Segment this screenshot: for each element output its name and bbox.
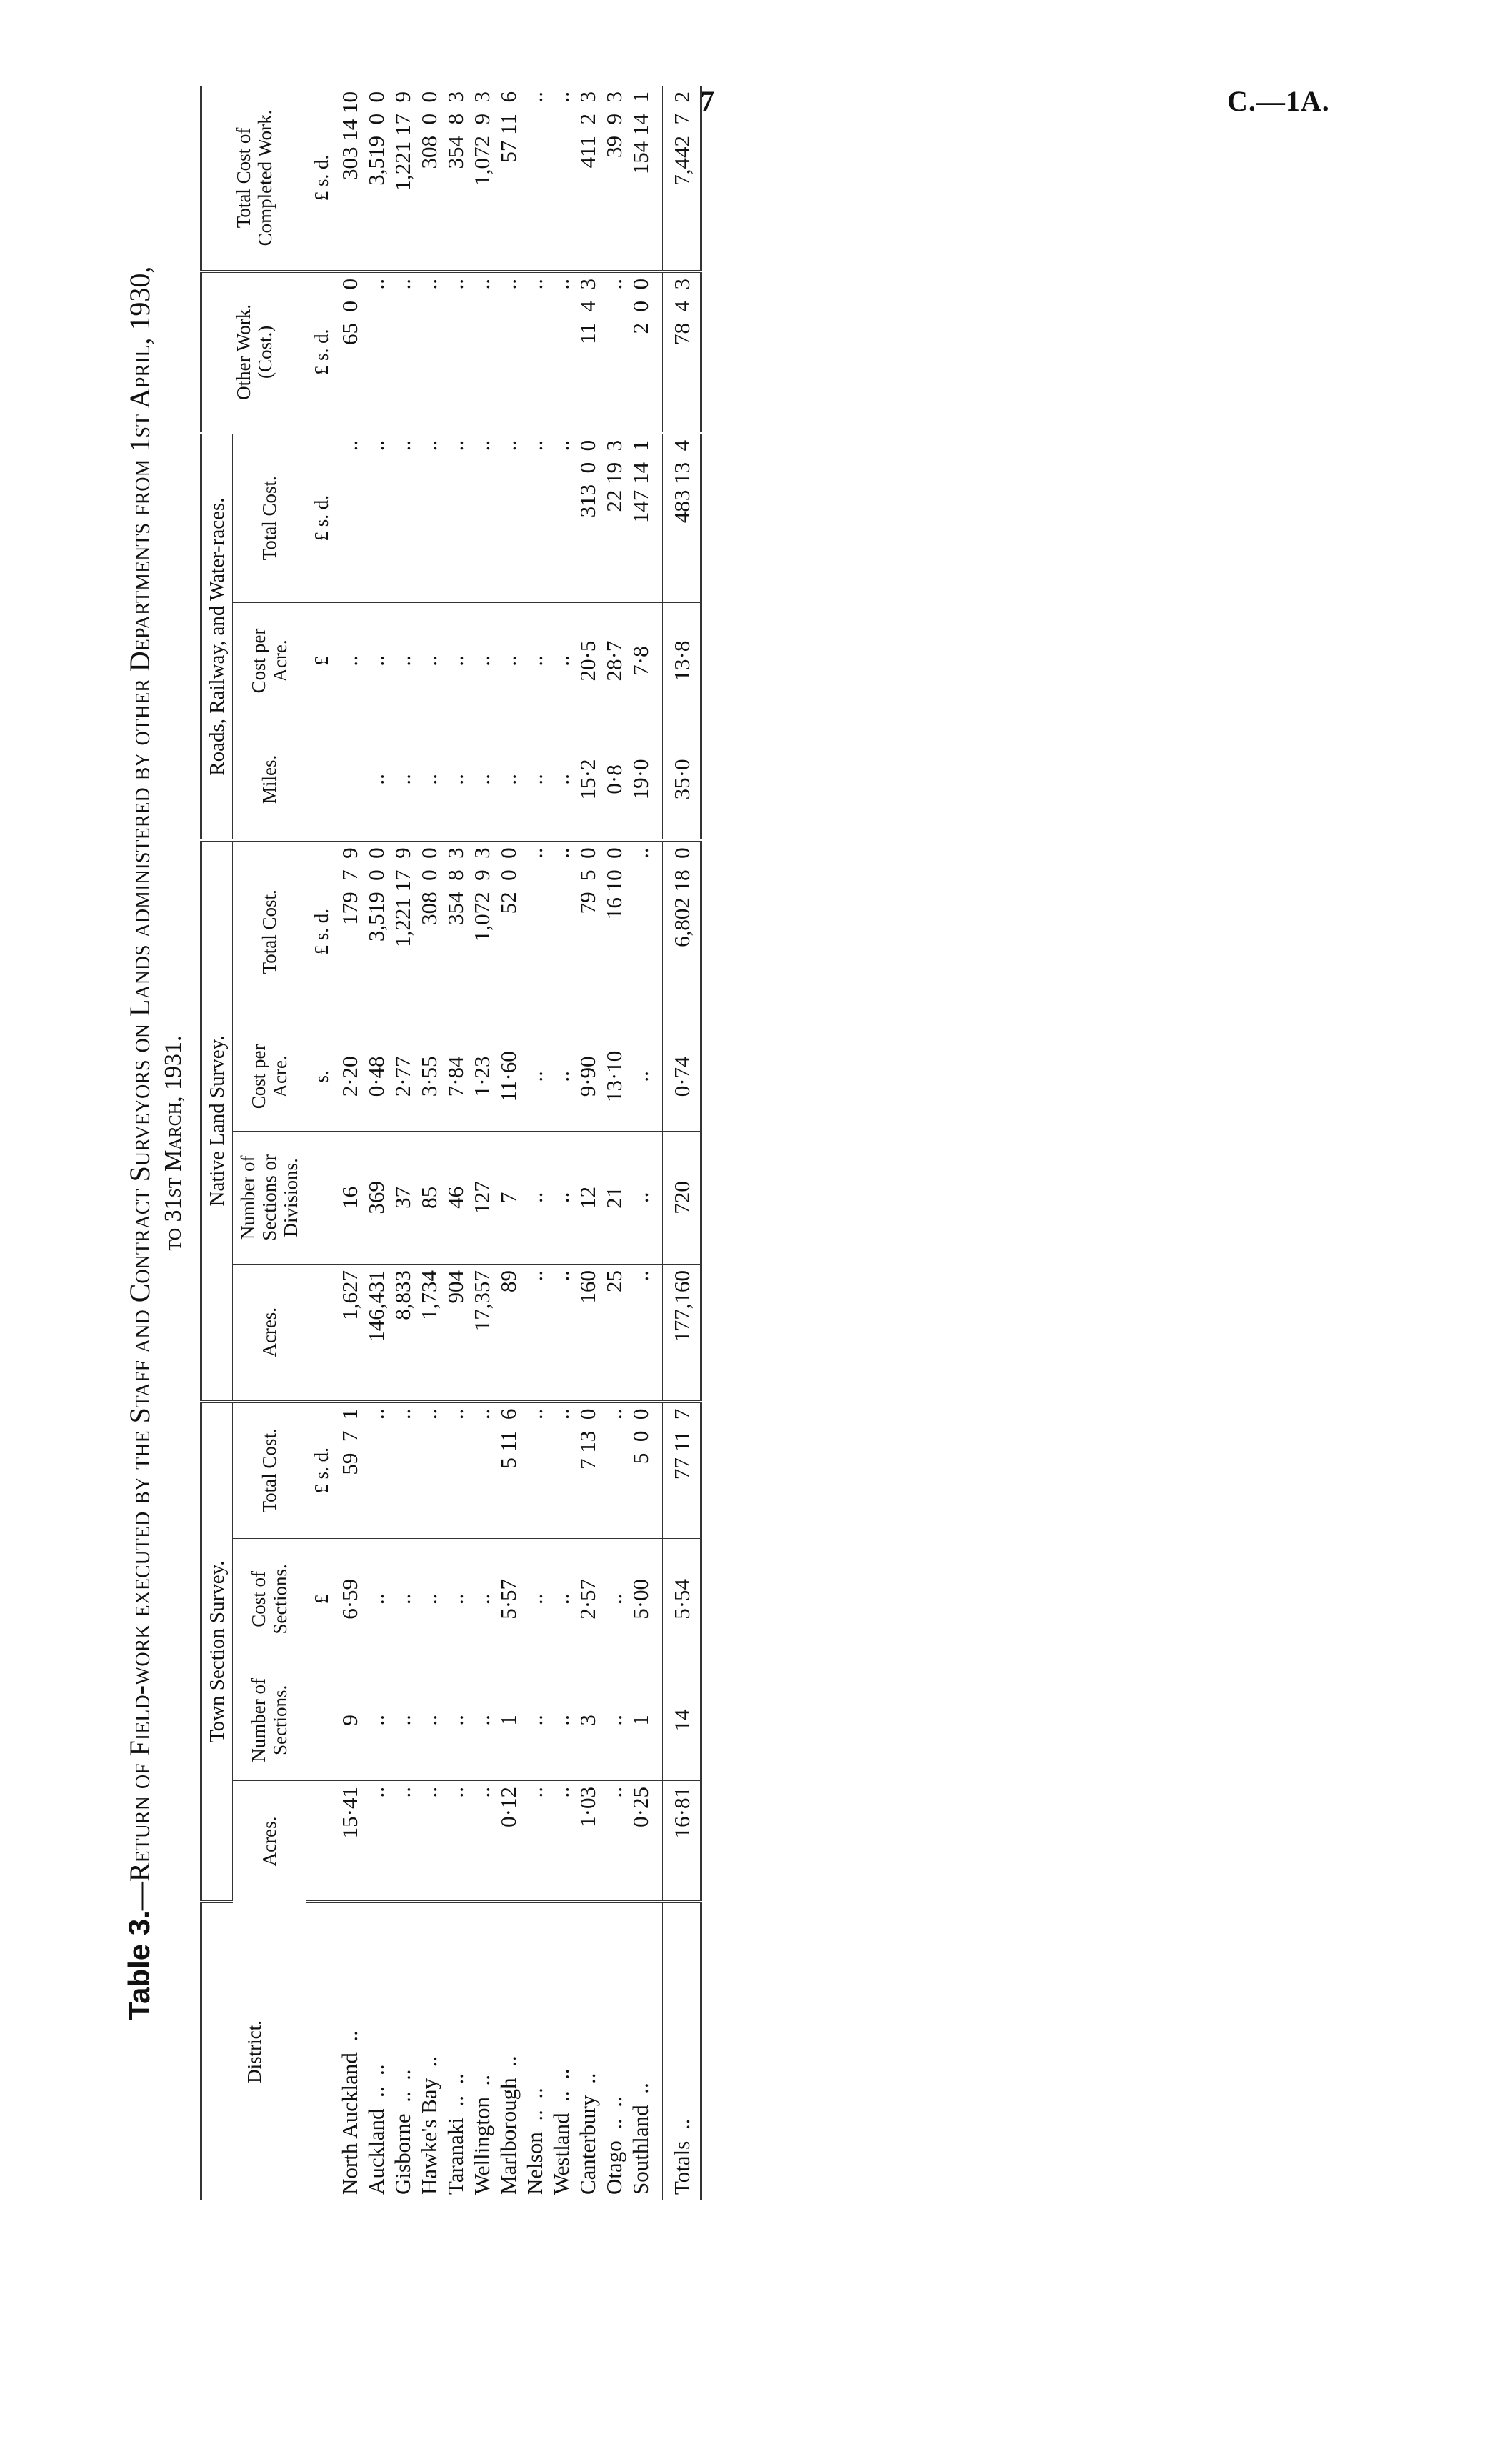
totals-row <box>663 86 701 2200</box>
cell-other: .. <box>601 271 627 433</box>
district-name: Nelson <box>522 2132 547 2195</box>
cell-t-acres: .. <box>416 1781 442 1902</box>
cell-t-cost: 5·57 <box>495 1539 521 1660</box>
cell-n-num: 127 <box>469 1131 495 1264</box>
cell-t-num: 1 <box>627 1660 654 1780</box>
page-reference: C.—1A. <box>1227 85 1330 117</box>
cell-t-num: .. <box>363 1660 389 1780</box>
table-row <box>627 86 654 2200</box>
cell-other: .. <box>389 271 416 433</box>
header-town-cost-sections: Cost of Sections. <box>233 1539 306 1660</box>
cell-t-total: .. <box>469 1402 495 1539</box>
district-cell <box>663 1902 701 2200</box>
page-number: 7 <box>700 85 714 117</box>
cell-r-cpa: .. <box>389 602 416 719</box>
cell-r-cpa: .. <box>336 602 363 719</box>
header-town-section-survey: Town Section Survey. <box>201 1402 233 1902</box>
cell-r-total: 22 19 3 <box>601 433 627 602</box>
table-title <box>121 71 189 2215</box>
cell-t-total: 7 13 0 <box>574 1402 601 1539</box>
cell-total: .. <box>548 86 574 271</box>
cell-r-miles: .. <box>495 719 521 840</box>
district-cell <box>363 1902 389 2200</box>
cell-r-total: .. <box>495 433 521 602</box>
cell-n-cpa: 3·55 <box>416 1022 442 1132</box>
cell-r-cpa: 20·5 <box>574 602 601 719</box>
leader-dots: .. <box>469 2075 494 2097</box>
cell-n-acres: 160 <box>574 1265 601 1402</box>
table-title-text: —Return of Field-work executed by the Staff and Contract Surveyors on Lands administered by other Departments from 1st April, 1930, <box>124 266 156 1911</box>
cell-t-total: 59 7 1 <box>336 1402 363 1539</box>
cell-other: 65 0 0 <box>336 271 363 433</box>
leader-dots: .. .. <box>549 2068 574 2113</box>
cell-r-miles: .. <box>469 719 495 840</box>
cell-n-num: .. <box>548 1131 574 1264</box>
header-town-number: Number of Sections. <box>233 1660 306 1780</box>
cell-n-cpa: .. <box>548 1022 574 1132</box>
cell-n-num: 37 <box>389 1131 416 1264</box>
cell-t-total: .. <box>363 1402 389 1539</box>
header-town-total: Total Cost. <box>233 1402 306 1539</box>
cell-n-total: 52 0 0 <box>495 840 521 1022</box>
unit-other: £ s. d. <box>306 271 337 433</box>
cell-other: .. <box>495 271 521 433</box>
cell-t-num: 14 <box>663 1660 701 1780</box>
district-name: Wellington <box>469 2097 494 2195</box>
cell-n-cpa: .. <box>521 1022 548 1132</box>
leader-dots: .. <box>628 2083 653 2105</box>
district-name: Gisborne <box>390 2113 415 2195</box>
cell-r-cpa: 28·7 <box>601 602 627 719</box>
cell-t-cost: .. <box>416 1539 442 1660</box>
cell-n-cpa: .. <box>627 1022 654 1132</box>
cell-r-miles: .. <box>442 719 469 840</box>
cell-total: 303 14 10 <box>336 86 363 271</box>
cell-n-cpa: 1·23 <box>469 1022 495 1132</box>
cell-n-cpa: 2·20 <box>336 1022 363 1132</box>
cell-t-num: .. <box>442 1660 469 1780</box>
cell-total: 39 9 3 <box>601 86 627 271</box>
cell-total: 3,519 0 0 <box>363 86 389 271</box>
cell-other: .. <box>416 271 442 433</box>
cell-n-total: 354 8 3 <box>442 840 469 1022</box>
table-row <box>442 86 469 2200</box>
cell-t-num: .. <box>416 1660 442 1780</box>
cell-n-total: 3,519 0 0 <box>363 840 389 1022</box>
cell-r-cpa: .. <box>363 602 389 719</box>
header-native-acres: Acres. <box>233 1265 306 1402</box>
leader-dots: .. <box>669 2118 694 2141</box>
unit-town-cost: £ <box>306 1539 337 1660</box>
cell-r-cpa: .. <box>416 602 442 719</box>
cell-n-num: 85 <box>416 1131 442 1264</box>
cell-n-acres: .. <box>627 1265 654 1402</box>
cell-n-num: 7 <box>495 1131 521 1264</box>
cell-t-acres: .. <box>548 1781 574 1902</box>
cell-total: 411 2 3 <box>574 86 601 271</box>
cell-n-cpa: 2·77 <box>389 1022 416 1132</box>
district-name: Otago <box>601 2140 626 2195</box>
header-native-number: Number of Sections or Divisions. <box>233 1131 306 1264</box>
table-title-label: Table 3. <box>122 1910 156 2020</box>
cell-t-acres: .. <box>363 1781 389 1902</box>
cell-r-cpa: .. <box>442 602 469 719</box>
district-cell <box>469 1902 495 2200</box>
cell-n-num: 16 <box>336 1131 363 1264</box>
cell-r-total: .. <box>363 433 389 602</box>
cell-r-cpa: 13·8 <box>663 602 701 719</box>
cell-n-acres: 1,734 <box>416 1265 442 1402</box>
cell-t-num: .. <box>548 1660 574 1780</box>
district-name: Auckland <box>364 2108 389 2195</box>
district-name: Westland <box>549 2113 574 2195</box>
cell-r-total: .. <box>389 433 416 602</box>
cell-r-miles: .. <box>389 719 416 840</box>
table-row <box>389 86 416 2200</box>
cell-other: 78 4 3 <box>663 271 701 433</box>
cell-t-cost: .. <box>389 1539 416 1660</box>
district-cell <box>336 1902 363 2200</box>
cell-t-total: 5 0 0 <box>627 1402 654 1539</box>
cell-t-cost: 5·00 <box>627 1539 654 1660</box>
leader-dots: .. <box>575 2073 600 2095</box>
cell-total: 57 11 6 <box>495 86 521 271</box>
cell-t-acres: 15·41 <box>336 1781 363 1902</box>
cell-n-num: .. <box>521 1131 548 1264</box>
district-name: Hawke's Bay <box>416 2078 441 2195</box>
header-roads-miles: Miles. <box>233 719 306 840</box>
leader-dots: .. .. <box>364 2064 389 2109</box>
cell-n-acres: 146,431 <box>363 1265 389 1402</box>
cell-r-miles: .. <box>416 719 442 840</box>
district-name: North Auckland <box>337 2052 362 2195</box>
district-cell <box>521 1902 548 2200</box>
cell-total: 308 0 0 <box>416 86 442 271</box>
table-title-line2: to 31st March, 1931. <box>160 1035 186 1251</box>
district-cell <box>442 1902 469 2200</box>
cell-t-acres: .. <box>469 1781 495 1902</box>
units-row <box>306 86 337 2200</box>
cell-t-num: 3 <box>574 1660 601 1780</box>
table-row <box>574 86 601 2200</box>
cell-t-acres: 0·12 <box>495 1781 521 1902</box>
cell-t-acres: .. <box>389 1781 416 1902</box>
cell-r-miles: .. <box>521 719 548 840</box>
header-roads-railway: Roads, Railway, and Water-races. <box>201 433 233 840</box>
unit-roads-total: £ s. d. <box>306 433 337 602</box>
cell-t-num: .. <box>389 1660 416 1780</box>
cell-n-acres: 1,627 <box>336 1265 363 1402</box>
cell-n-total: 1,221 17 9 <box>389 840 416 1022</box>
cell-n-acres: 17,357 <box>469 1265 495 1402</box>
cell-r-total: .. <box>469 433 495 602</box>
cell-r-total: 147 14 1 <box>627 433 654 602</box>
cell-t-cost: .. <box>363 1539 389 1660</box>
cell-n-cpa: 0·48 <box>363 1022 389 1132</box>
district-cell <box>574 1902 601 2200</box>
cell-r-total: .. <box>548 433 574 602</box>
header-town-acres: Acres. <box>233 1781 306 1902</box>
spacer-row <box>654 86 663 2200</box>
leader-dots: .. <box>337 2030 362 2053</box>
district-name: Totals <box>669 2140 694 2195</box>
cell-t-cost: .. <box>601 1539 627 1660</box>
district-cell <box>495 1902 521 2200</box>
cell-n-total: 179 7 9 <box>336 840 363 1022</box>
cell-total: 154 14 1 <box>627 86 654 271</box>
unit-roads-cpa: £ <box>306 602 337 719</box>
cell-n-cpa: 7·84 <box>442 1022 469 1132</box>
table-row <box>363 86 389 2200</box>
cell-n-acres: 8,833 <box>389 1265 416 1402</box>
cell-n-total: 1,072 9 3 <box>469 840 495 1022</box>
cell-t-acres: .. <box>601 1781 627 1902</box>
cell-r-miles: 15·2 <box>574 719 601 840</box>
district-name: Taranaki <box>443 2118 468 2195</box>
cell-n-acres: 89 <box>495 1265 521 1402</box>
leader-dots: .. .. <box>522 2088 547 2133</box>
cell-n-acres: .. <box>521 1265 548 1402</box>
cell-n-acres: .. <box>548 1265 574 1402</box>
cell-n-total: 79 5 0 <box>574 840 601 1022</box>
cell-n-num: 720 <box>663 1131 701 1264</box>
header-district: District. <box>201 1902 306 2200</box>
cell-n-total: 16 10 0 <box>601 840 627 1022</box>
table-row <box>416 86 442 2200</box>
cell-other: .. <box>363 271 389 433</box>
district-name: Marlborough <box>496 2078 521 2195</box>
cell-n-total: 6,802 18 0 <box>663 840 701 1022</box>
leader-dots: .. <box>496 2055 521 2078</box>
cell-r-miles <box>336 719 363 840</box>
cell-t-total: .. <box>601 1402 627 1539</box>
header-roads-cost-per-acre: Cost per Acre. <box>233 602 306 719</box>
leader-dots: .. .. <box>390 2069 415 2114</box>
cell-t-acres: .. <box>442 1781 469 1902</box>
cell-t-num: .. <box>469 1660 495 1780</box>
unit-total: £ s. d. <box>306 86 337 271</box>
cell-n-num: .. <box>627 1131 654 1264</box>
cell-t-total: .. <box>548 1402 574 1539</box>
rotated-table-page <box>43 71 1100 2215</box>
cell-r-cpa: .. <box>521 602 548 719</box>
leader-dots: .. .. <box>601 2096 626 2141</box>
district-cell <box>416 1902 442 2200</box>
header-native-cost-per-acre: Cost per Acre. <box>233 1022 306 1132</box>
header-native-land-survey: Native Land Survey. <box>201 840 233 1401</box>
cell-n-total: 308 0 0 <box>416 840 442 1022</box>
table-body <box>306 86 701 2200</box>
cell-t-acres: .. <box>521 1781 548 1902</box>
cell-t-num: 9 <box>336 1660 363 1780</box>
cell-t-acres: 0·25 <box>627 1781 654 1902</box>
cell-t-total: .. <box>442 1402 469 1539</box>
cell-other: .. <box>548 271 574 433</box>
cell-t-total: 77 11 7 <box>663 1402 701 1539</box>
cell-n-cpa: 11·60 <box>495 1022 521 1132</box>
district-name: Canterbury <box>575 2095 600 2195</box>
cell-n-cpa: 0·74 <box>663 1022 701 1132</box>
cell-t-total: .. <box>521 1402 548 1539</box>
cell-other: 11 4 3 <box>574 271 601 433</box>
cell-r-cpa: 7·8 <box>627 602 654 719</box>
cell-r-cpa: .. <box>495 602 521 719</box>
district-name: Southland <box>628 2105 653 2195</box>
table-row <box>495 86 521 2200</box>
table-row <box>601 86 627 2200</box>
cell-n-acres: 25 <box>601 1265 627 1402</box>
cell-n-num: 46 <box>442 1131 469 1264</box>
cell-t-cost: 5·54 <box>663 1539 701 1660</box>
cell-t-total: .. <box>416 1402 442 1539</box>
cell-t-total: 5 11 6 <box>495 1402 521 1539</box>
table-row <box>336 86 363 2200</box>
cell-n-cpa: 9·90 <box>574 1022 601 1132</box>
header-native-total: Total Cost. <box>233 840 306 1022</box>
cell-t-num: 1 <box>495 1660 521 1780</box>
unit-native-total: £ s. d. <box>306 840 337 1022</box>
cell-other: .. <box>521 271 548 433</box>
cell-n-num: 12 <box>574 1131 601 1264</box>
cell-r-total: 313 0 0 <box>574 433 601 602</box>
table-row <box>469 86 495 2200</box>
cell-t-cost: 2·57 <box>574 1539 601 1660</box>
cell-r-total: .. <box>336 433 363 602</box>
district-cell <box>548 1902 574 2200</box>
header-roads-total: Total Cost. <box>233 433 306 602</box>
unit-native-cpa: s. <box>306 1022 337 1132</box>
cell-total: 354 8 3 <box>442 86 469 271</box>
cell-r-cpa: .. <box>469 602 495 719</box>
cell-other: .. <box>469 271 495 433</box>
cell-r-total: .. <box>442 433 469 602</box>
cell-r-miles: .. <box>363 719 389 840</box>
unit-town-total: £ s. d. <box>306 1402 337 1539</box>
field-work-table <box>200 86 702 2200</box>
cell-r-cpa: .. <box>548 602 574 719</box>
cell-t-total: .. <box>389 1402 416 1539</box>
cell-n-total: .. <box>627 840 654 1022</box>
cell-n-num: 21 <box>601 1131 627 1264</box>
cell-total: 1,221 17 9 <box>389 86 416 271</box>
district-cell <box>389 1902 416 2200</box>
cell-n-total: .. <box>521 840 548 1022</box>
cell-n-num: 369 <box>363 1131 389 1264</box>
cell-t-num: .. <box>601 1660 627 1780</box>
table-row <box>521 86 548 2200</box>
cell-other: 2 0 0 <box>627 271 654 433</box>
district-cell <box>627 1902 654 2200</box>
cell-n-cpa: 13·10 <box>601 1022 627 1132</box>
cell-r-total: 483 13 4 <box>663 433 701 602</box>
cell-total: 1,072 9 3 <box>469 86 495 271</box>
leader-dots: .. .. <box>443 2073 468 2118</box>
cell-r-miles: 35·0 <box>663 719 701 840</box>
cell-total: .. <box>521 86 548 271</box>
cell-t-acres: 16·81 <box>663 1781 701 1902</box>
header-total-cost-completed: Total Cost of Completed Work. <box>201 86 306 271</box>
cell-t-acres: 1·03 <box>574 1781 601 1902</box>
cell-r-total: .. <box>416 433 442 602</box>
cell-n-acres: 177,160 <box>663 1265 701 1402</box>
cell-t-cost: 6·59 <box>336 1539 363 1660</box>
cell-n-total: .. <box>548 840 574 1022</box>
cell-r-miles: 0·8 <box>601 719 627 840</box>
cell-total: 7,442 7 2 <box>663 86 701 271</box>
cell-other: .. <box>442 271 469 433</box>
cell-n-acres: 904 <box>442 1265 469 1402</box>
cell-t-cost: .. <box>521 1539 548 1660</box>
cell-r-miles: .. <box>548 719 574 840</box>
leader-dots: .. <box>416 2055 441 2078</box>
cell-t-cost: .. <box>548 1539 574 1660</box>
cell-t-cost: .. <box>469 1539 495 1660</box>
cell-r-miles: 19·0 <box>627 719 654 840</box>
header-other-work: Other Work. (Cost.) <box>201 271 306 433</box>
cell-t-cost: .. <box>442 1539 469 1660</box>
cell-t-num: .. <box>521 1660 548 1780</box>
table-row <box>548 86 574 2200</box>
cell-r-total: .. <box>521 433 548 602</box>
district-cell <box>601 1902 627 2200</box>
